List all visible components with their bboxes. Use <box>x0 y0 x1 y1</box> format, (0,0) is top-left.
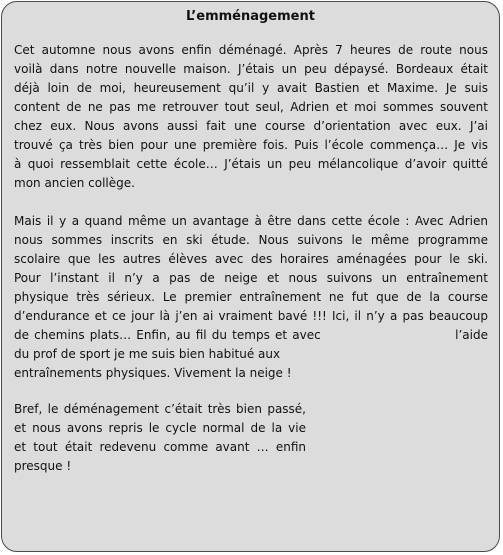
text-line: Pour l’instant il n’y a pas de neige et nous suivons un entraînement <box>14 271 488 285</box>
text-line: du prof de sport je me suis bien habitué aux <box>14 347 281 361</box>
text-line: et tout était redevenu comme avant … enfin <box>14 440 306 454</box>
text-line: physique très sérieux. Le premier entraînement ne fut que de la course <box>14 290 488 304</box>
text-line: de chemins plats… Enfin, au fil du temps et avec l’aide <box>14 328 488 342</box>
text-line: Bref, le déménagement c’était très bien passé, <box>14 402 306 416</box>
text-line: nous sommes inscrits en ski étude. Nous suivons le même programme <box>14 233 488 247</box>
text-line: et nous avons repris le cycle normal de la vie <box>14 421 306 435</box>
text-line: à quoi ressemblait cette école… J’étais un peu mélancolique d’avoir quitté <box>14 157 488 171</box>
paragraph-1 <box>14 41 488 193</box>
paragraph-3 <box>14 400 306 476</box>
text-line: chez eux. Nous avons aussi fait une course d’orientation avec eux. J’ai <box>14 119 488 133</box>
text-line: déjà loin de moi, heureusement qu’il y avait Bastien et Maxime. Je suis <box>14 81 488 95</box>
text-line: Mais il y a quand même un avantage à être dans cette école : Avec Adrien <box>14 214 488 228</box>
text-line: mon ancien collège. <box>14 176 135 190</box>
text-line: entraînements physiques. Vivement la neige ! <box>14 366 292 380</box>
document-title: L’emménagement <box>186 9 315 24</box>
text-line: voilà dans notre nouvelle maison. J’étais un peu dépaysé. Bordeaux était <box>14 62 488 76</box>
text-line: trouvé ça très bien pour une première fois. Puis l’école commença… Je vis <box>14 138 488 152</box>
text-line: d’endurance et ce jour là j’en ai vraiment bavé !!! Ici, il n’y a pas beaucoup <box>14 309 488 323</box>
text-card <box>1 1 500 552</box>
text-line: presque ! <box>14 459 72 473</box>
text-line: scolaire que les autres élèves avec des horaires aménagées pour le ski. <box>14 252 488 266</box>
text-line: content de ne pas me retrouver tout seul, Adrien et moi sommes souvent <box>14 100 488 114</box>
text-line: Cet automne nous avons enfin déménagé. Après 7 heures de route nous <box>14 43 488 57</box>
paragraph-2 <box>14 212 488 383</box>
